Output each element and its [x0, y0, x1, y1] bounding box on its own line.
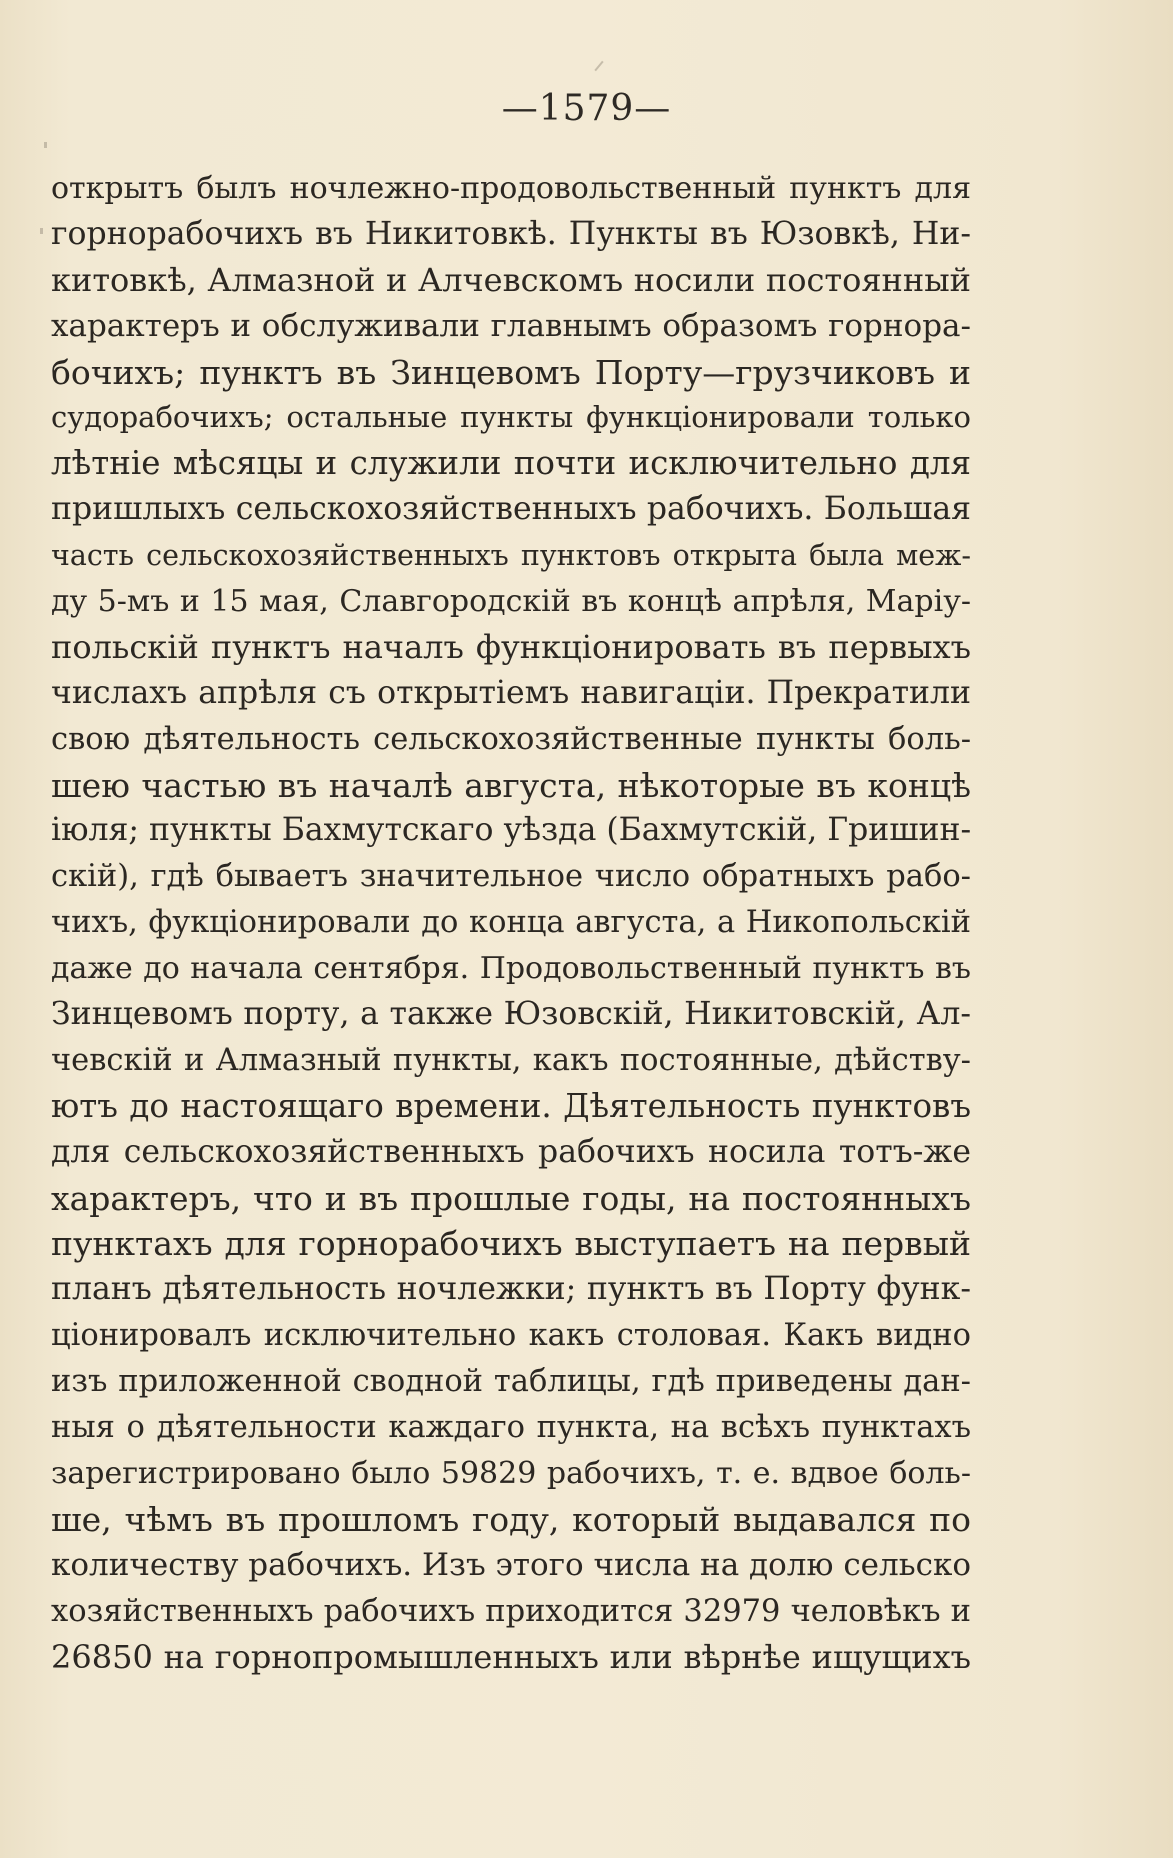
text-line: ютъ до настоящаго времени. Дѣятельность пунктовъ — [51, 1086, 971, 1125]
body-text — [51, 166, 971, 1680]
text-line: числахъ апрѣля съ открытіемъ навигаціи. Прекратили — [51, 674, 971, 711]
text-line: скій), гдѣ бываетъ значительное число обратныхъ рабо- — [51, 859, 971, 895]
text-line: лѣтніе мѣсяцы и служили почти исключительно для — [51, 444, 971, 483]
text-line: зарегистрировано было 59829 рабочихъ, т. е. вдвое боль- — [51, 1455, 971, 1491]
text-line: свою дѣятельность сельскохозяйственные пункты боль- — [51, 721, 971, 757]
scan-speck — [594, 61, 603, 71]
text-line: часть сельскохозяйственныхъ пунктовъ открыта была меж- — [51, 539, 971, 573]
text-line: польскій пунктъ началъ функціонировать въ первыхъ — [51, 627, 971, 666]
text-line: чихъ, фукціонировали до конца августа, а Никопольскій — [51, 905, 971, 941]
page-number: —1579— — [501, 88, 672, 129]
text-line: ціонировалъ исключительно какъ столовая. Какъ видно — [51, 1318, 971, 1354]
text-line: хозяйственныхъ рабочихъ приходится 32979 человѣкъ и — [51, 1593, 971, 1629]
text-line: бочихъ; пунктъ въ Зинцевомъ Порту—грузчиковъ и — [51, 352, 971, 392]
text-line: характеръ, что и въ прошлые годы, на постоянныхъ — [51, 1178, 971, 1218]
text-line: открытъ былъ ночлежно-продовольственный пунктъ для — [51, 171, 971, 206]
text-line: Зинцевомъ порту, а также Юзовскій, Никитовскій, Ал- — [51, 996, 971, 1033]
scan-speck — [44, 142, 47, 148]
text-line: изъ приложенной сводной таблицы, гдѣ приведены дан- — [51, 1364, 971, 1400]
text-line: горнорабочихъ въ Никитовкѣ. Пункты въ Юзовкѣ, Ни- — [51, 215, 971, 252]
text-line: даже до начала сентября. Продовольственный пунктъ въ — [51, 951, 971, 987]
text-line: 26850 на горнопромышленныхъ или вѣрнѣе ищущихъ — [51, 1637, 971, 1676]
text-line: ныя о дѣятельности каждаго пункта, на всѣхъ пунктахъ — [51, 1410, 971, 1446]
text-line: количеству рабочихъ. Изъ этого числа на долю сельско — [51, 1546, 971, 1583]
text-line: для сельскохозяйственныхъ рабочихъ носила тотъ-же — [51, 1133, 971, 1170]
text-line: ду 5-мъ и 15 мая, Славгородскій въ концѣ апрѣля, Маріу- — [51, 584, 971, 620]
text-line: пунктахъ для горнорабочихъ выступаетъ на первый — [51, 1224, 971, 1264]
text-line: китовкѣ, Алмазной и Алчевскомъ носили постоянный — [51, 260, 971, 299]
scan-speck — [40, 228, 43, 234]
text-line: судорабочихъ; остальные пункты функціонировали только — [51, 400, 971, 435]
text-line: ше, чѣмъ въ прошломъ году, который выдавался по — [51, 1499, 971, 1539]
text-line: пришлыхъ сельскохозяйственныхъ рабочихъ. Большая — [51, 491, 971, 528]
text-line: чевскій и Алмазный пункты, какъ постоянные, дѣйству- — [51, 1042, 971, 1078]
text-line: іюля; пункты Бахмутскаго уѣзда (Бахмутскій, Гришин- — [51, 812, 971, 849]
text-line: планъ дѣятельность ночлежки; пунктъ въ Порту функ- — [51, 1271, 971, 1308]
text-line: характеръ и обслуживали главнымъ образомъ горнора- — [51, 307, 971, 344]
text-line: шею частью въ началѣ августа, нѣкоторые въ концѣ — [51, 765, 971, 805]
